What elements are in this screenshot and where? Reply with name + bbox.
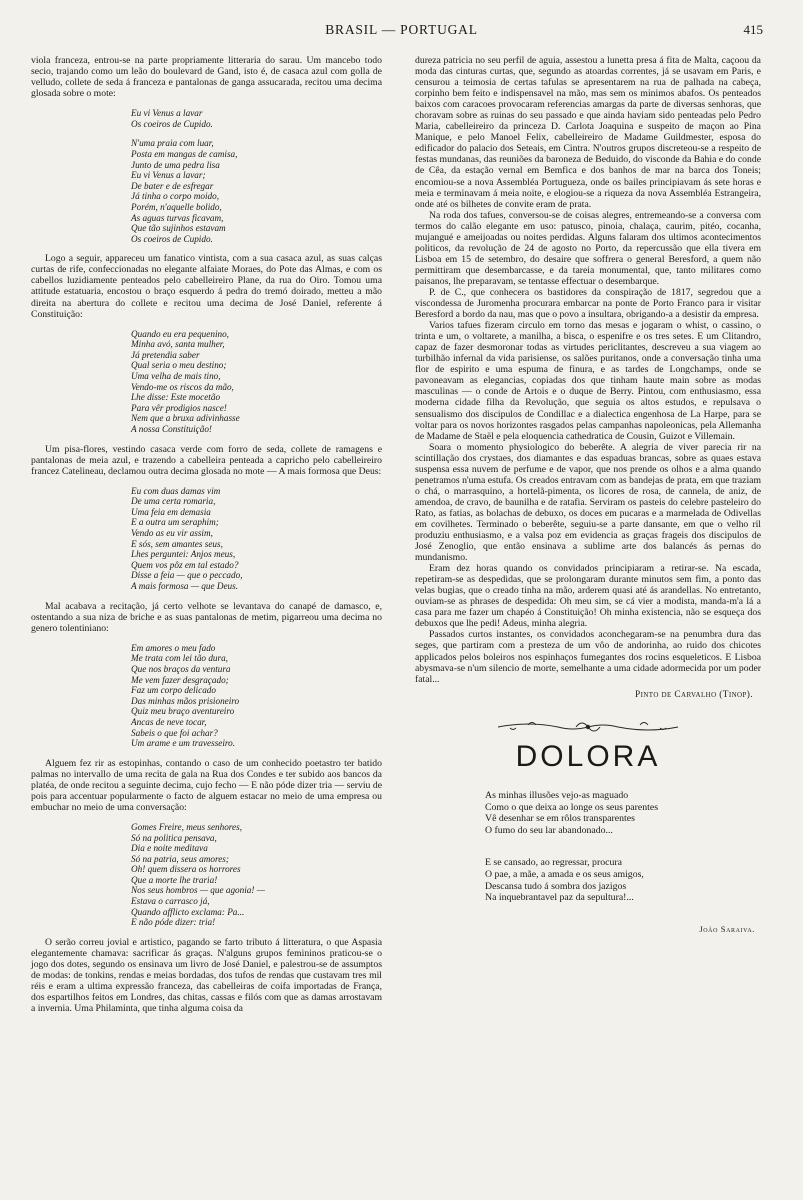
poem-line: Porém, n'aquelle bolido, (131, 201, 222, 212)
poem-line: A mais formosa — que Deus. (131, 581, 239, 592)
poem-line: Vendo as eu vir assim, (131, 528, 213, 539)
poem-line: Estava o carrasco já, (131, 896, 210, 907)
poem-line: Já tinha o corpo moido, (131, 191, 220, 202)
poem-line: O pae, a mãe, a amada e os seus amigos, (485, 868, 644, 880)
poem-line: De bater e de esfregar (131, 180, 214, 191)
poem-line: Sabeis o que foi achar? (131, 727, 218, 738)
poem-line: Eu com duas damas vim (131, 485, 221, 496)
poem-amores (131, 643, 382, 749)
poem-line: A nossa Constituição! (131, 423, 212, 434)
poem-line: Só na patria, seus amores; (131, 853, 229, 864)
poem-line: Quando afflicto exclama: Pa... (131, 906, 245, 917)
running-title: BRASIL — PORTUGAL (325, 22, 478, 37)
poem-decima (131, 486, 382, 592)
poem-line: Qual seria o meu destino; (131, 360, 227, 371)
poem-line: Já pretendia saber (131, 349, 200, 360)
poem-line: Lhes perguntei: Anjos meus, (131, 549, 236, 560)
poem-gomes-freire (131, 822, 382, 928)
poem-line: As aguas turvas ficavam, (131, 212, 224, 223)
floral-ornament-icon (488, 717, 688, 737)
poem-line: De uma certa romaria, (131, 496, 216, 507)
poem-line: E se cansado, ao regressar, procura (485, 856, 622, 868)
poem-line: Um arame e um travesseiro. (131, 738, 236, 749)
poem-stanza (485, 790, 761, 837)
poem-decima (131, 329, 382, 435)
poem-line: Gomes Freire, meus senhores, (131, 821, 242, 832)
poem-line: Nos seus hombros — que agonia! — (131, 885, 265, 896)
right-paragraph-4: Varios tafues fizeram circulo em torno das mesas e jogaram o whist, o cassino, o trinta e um, o voltarete, a manilha, a bisca, o espenifre e os tres setes. E um Clitandro, capaz de fazer desmoronar todas as virtudes periclitantes, descreveu a sua viagem ao turbilhão infernal da vida parisiense, os salões puritanos, onde a conversação tinha uma flor de espirito e uma espuma de finura, e as tardes de Longchamps, onde se pavoneavam as elegancias, copiadas dos que tinham haute main sobre as modas masculinas — o conde de Artois e o duque de Berry. Pintou, com enthusiasmo, essa moderna cidade filha da Revolução, que seguia os altos estudos, e repulsava o sensualismo dos discipulos de Condillac e a dialectica engenhosa de La Harpe, para se voltar para os novos horizontes rasgados pelas campanhas napoleonicas, pela Allemanha de Madame de Staël e pela eloquencia cathedratica de Cousin, Guizot e Villemain. (415, 320, 761, 442)
poem-line: Para vêr prodigios nasce! (131, 402, 227, 413)
poem-line: Os coeiros de Cupido. (131, 118, 213, 129)
poem-line: Faz um corpo delicado (131, 685, 216, 696)
poem-line: As minhas illusões vejo-as maguado (485, 789, 629, 801)
poem-line: Junto de uma pedra lisa (131, 159, 220, 170)
running-head (0, 22, 803, 42)
poem-line: Nem que a bruxa adivinhasse (131, 413, 240, 424)
poem-line: Eu vi Venus a lavar; (131, 170, 206, 181)
poem-line: Descansa tudo á sombra dos jazigos (485, 880, 627, 892)
poem-title: DOLORA (515, 739, 661, 773)
poem-line: E a outra um seraphim; (131, 517, 219, 528)
poem-line: Que a morte lhe traria! (131, 874, 218, 885)
poem-line: Em amores o meu fado (131, 642, 216, 653)
poem-line: Que nos braços da ventura (131, 663, 231, 674)
poem-line: Uma velha de mais tino, (131, 370, 221, 381)
poem-author: João Saraiva. (699, 924, 755, 935)
poem-line: Quem vos pôz em tal estado? (131, 559, 239, 570)
poem-line: Me trata com lei tão dura, (131, 653, 228, 664)
right-paragraph-2: Na roda dos tafues, conversou-se de coisas alegres, entremeando-se a conversa com termos do calão elegante em uso: patusco, pinoia, chalaça, caurim, pitéo, cocanha, mujangué e ameijoadas ou noites perdidas. Alguns falaram dos ultimos acontecimentos politicos, da revolução de 24 de agosto no Porto, da repercussão que ella tivera em Lisboa em 15 de setembro, do desaire que soffrera o general Beresford, a quem não permittiram que desembarcasse, e da tareia monumental, que, tanto militares como paisanos, lhe preparavam, se tentasse effectuar o desembarque. (415, 209, 761, 287)
right-paragraph-7: Passados curtos instantes, os convidados aconchegaram-se na penumbra dura das seges, que partiram com a presteza de um vôo de andorinha, ao ruido dos chicotes applicados pelos boleiros nos espinhaços fumegantes dos rocins esqueleticos. E Lisboa abysmava-se n'um silencio de morte, semelhante a uma cidade adormecida por um poder fatal... (415, 629, 761, 685)
poem-line: Que tão sujinhos estavam (131, 223, 226, 234)
left-paragraph-1: viola franceza, entrou-se na parte propriamente litteraria do sarau. Um mancebo todo secio, trajando como um leão do boulevard de Gand, isto é, de casaca azul com golla de velludo, collete de seda á franceza e pantalonas de ganga assucarada, recitou uma decima glosada sobre o mote: (31, 55, 382, 100)
poem-decima (131, 643, 382, 749)
poem-venus (131, 108, 382, 244)
poem-stanza (485, 857, 761, 904)
poem-line: Oh! quem dissera os horrores (131, 864, 241, 875)
poem-line: Vendo-me os riscos da mão, (131, 381, 234, 392)
poem-line: Os coeiros de Cupido. (131, 233, 213, 244)
right-paragraph-6: Eram dez horas quando os convidados principiaram a retirar-se. Na escada, repetiram-se as despedidas, que se prolongaram durante minutos sem fim, a ponto das velas bugias, que o creado tinha na mão, arderem quasi até ás arandellas. No entretanto, ouviam-se as phrases de despedida: Oh meu sim, se cá vier a modista, manda-m'a lá a casa para me fazer um chapéo á Constituição! Oh minha existencia, não se esqueça dos debuxos que lhe pedi! Adeus, minha alegria. (415, 563, 761, 630)
author-name: Pinto de Carvalho (Tinop). (635, 689, 753, 700)
right-paragraph-3: P. de C., que conhecera os bastidores da conspiração de 1817, segredou que a viscondessa de Juromenha procurara embarcar na ponte de Porto Franco para ir visitar Beresford a bordo da nau, mas que o povo a insultara, obrigando-a a desistir da empresa. (415, 286, 761, 321)
left-paragraph-6: O serão correu jovial e artistico, pagando se farto tributo á litteratura, o que Aspasia elegantemente chamava: sacrificar ás graças. N'alguns grupos femininos praticou-se o jogo dos dotes, segundo os ensinava um livro de José Daniel, e palestrou-se de assumptos de modas: de tonkins, rendas e meias bordadas, dos tufos de rendas que custavam tres mil réis e eram a ultima expressão franceza, das cabelleiras de coifa importadas de França, dos espartilhos feitos em Londres, das chitas, cassas e filós com que as damas arrostavam a invernia. Uma Philaminta, que tinha alguma coisa da (31, 936, 382, 1015)
poem-line: Me vem fazer desgraçado; (131, 674, 229, 685)
page-number: 415 (743, 22, 763, 37)
poem-line: Uma feia em demasia (131, 506, 211, 517)
left-paragraph-3: Um pisa-flores, vestindo casaca verde com forro de seda, collete de ramagens e pantalonas de meia azul, e trazendo a cabelleira penteada a capricho pelo cabelleireiro francez Catelineau, declamou outra decima glosada no mote — A mais formosa que Deus: (31, 443, 382, 477)
poem-line: Na inquebrantavel paz da sepultura!... (485, 892, 634, 904)
poem-line: O fumo do seu lar abandonado... (485, 825, 613, 837)
poem-constituicao (131, 329, 382, 435)
poem-line: E sós, sem amantes seus, (131, 538, 223, 549)
left-paragraph-4: Mal acabava a recitação, já certo velhote se levantava do canapé de damasco, e, ostentando a sua niza de briche e as suas pantalonas de metim, pigarreou uma decima no genero tolentiniano: (31, 600, 382, 634)
article-signature (415, 690, 761, 701)
poem-line: Posta em mangas de camisa, (131, 148, 238, 159)
poem-line: Quando eu era pequenino, (131, 328, 229, 339)
poem-line: E não póde dizer: tria! (131, 917, 216, 928)
right-paragraph-5: Soara o momento physiologico do beberête. A alegria de viver parecia rir na scintillação dos crystaes, dos diamantes e das espaduas brancas, sobre as quaes estava suspensa essa nuvem de perfume e de vapor, que nos prende os olhos e a alma quando penetramos n'uma estufa. Os creados entravam com as bandejas de prata, em que traziam o chá, o marrasquino, a hortelã-pimenta, os licores de rosa, de cannela, de aniz, de amendoa, de cravo, de baunilha e de ratafia. Serviram os pasteis do celebre pasteleiro do Rato, as fatias, as bolachas de debuxo, os doces em pucaras e a marmelada de Odivellas em covilhetes. Terminado o beberête, seguiu-se a parte dansante, em que o velho ril produziu enthusiasmo, e a valsa poz em evidencia as graças frageis dos discipulos de José Zenoglio, que então ensinava a sublime arte dos balancés ás pernas do mundanismo. (415, 441, 761, 564)
poem-line: Lhe disse: Este mocetão (131, 392, 221, 403)
right-paragraph-1: dureza patricia no seu perfil de aguia, assestou a lunetta presa á fita de Malta, caçoou da moda das cinturas curtas, que, segundo as atoardas correntes, já se usavam em Paris, e censurou a teimosia de certas tafulas se apresentarem na rua de palhada na cabeça, corpinho bem feito e indispensavel na mão, mas sem os minimos abafos. Os penteados baixos com caracoes provocaram referencias amargas da parte de diversas senhoras, que choravam sobre as ruinas do seu passado e que ainda haviam sido penteadas pelo Pedro Maria, cabelleireiro da princeza D. Carlota Joaquina e suspeito de maçon ao Pina Manique, e pelo Manoel Felix, cabelleireiro de Madame Guildmester, esposa do edificador do palacio dos Seteais, em Cintra. N'outros grupos discreteou-se a respeito de festas mundanas, das reuniões da baroneza de Beduido, do visconde da Bahia e do conde de Cêa, da estação vernal em Bemfica e dos banhos de mar na barca dos Toneis; encomiou-se a nova Assembléa Portugueza, onde os bailes principiavam ás sete horas e meia e terminavam á meia noite, e elogiou-se a riqueza da nova Assembléa Estrangeira, onde até os bilhetes de convite eram de prata. (415, 55, 761, 210)
left-paragraph-5: Alguem fez rir as estopinhas, contando o caso de um conhecido poetastro ter batido palmas no intervallo de uma recita de gala na Rua dos Condes e ter subido aos bancos da platéa, de onde recitou a seguinte decima, cujo fecho — E não póde dizer tria — serviu de pois para accentuar popularmente o facto de alguem estacar no meio de uma empresa ou embuchar no meio de uma conversação: (31, 757, 382, 813)
poem-line: Vê desenhar se em rôlos transparentes (485, 813, 635, 825)
poem-decima (131, 138, 382, 244)
left-paragraph-2: Logo a seguir, appareceu um fanatico vintista, com a sua casaca azul, as suas calças curtas de rife, confeccionadas no elegante alfaiate Moraes, do Pote das Almas, e com os cabellos luzidiamente penteados pelo cabelleireiro Plane, da rua do Oiro. Tomou uma attitude estatuaria, encostou o braço esquerdo á pedra do tremó doirado, metteu a mão direita na abertura do collete e recitou uma decima de José Daniel, referente á Constituição: (31, 253, 382, 320)
poem-dolora (485, 790, 761, 904)
poem-line: Ancas de neve tocar, (131, 716, 207, 727)
poem-line: N'uma praia com luar, (131, 138, 214, 149)
poem-decima (131, 822, 382, 928)
poem-line: Dia e noite meditava (131, 843, 208, 854)
poem-line: Disse a feia — que o peccado, (131, 570, 243, 581)
poem-line: Quiz meu braço aventureiro (131, 706, 235, 717)
poem-mote (131, 108, 382, 129)
poem-line: Eu vi Venus a lavar (131, 108, 203, 119)
right-column (415, 55, 761, 935)
left-column (31, 55, 382, 1014)
poem-formosa (131, 486, 382, 592)
poem-line: Como o que deixa ao longe os seus parentes (485, 801, 659, 813)
poem-line: Minha avó, santa mulher, (131, 339, 225, 350)
poem-line: Das minhas mãos prisioneiro (131, 695, 240, 706)
poem-line: Só na politica pensava, (131, 832, 217, 843)
